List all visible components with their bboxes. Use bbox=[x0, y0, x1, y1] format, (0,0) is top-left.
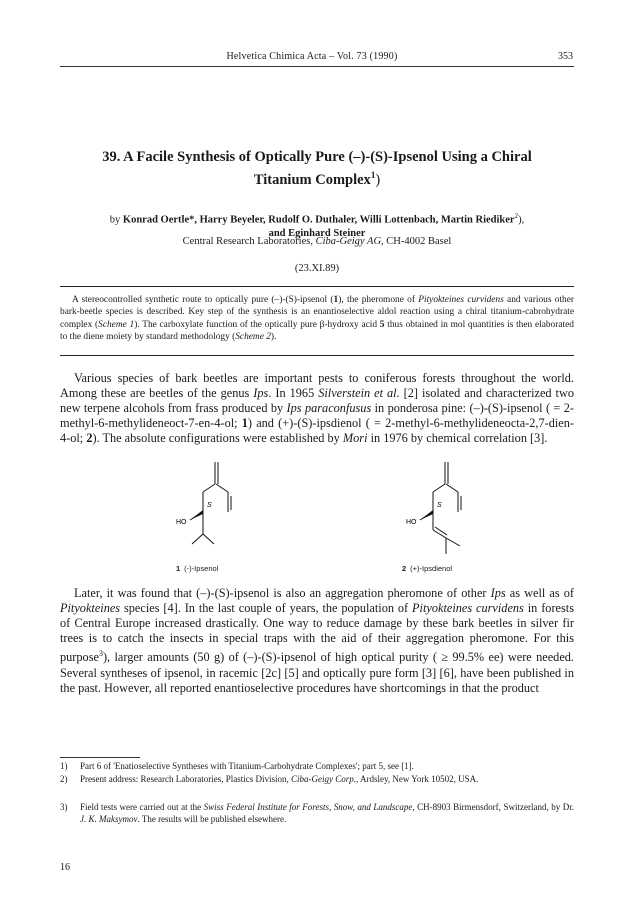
body-paragraph-2 bbox=[60, 586, 574, 696]
footnote-2-text bbox=[80, 774, 574, 786]
compound-2-name: (+)-Ipsdienol bbox=[410, 564, 453, 573]
abstract-text: ). bbox=[270, 332, 277, 343]
compound-2-number: 2 bbox=[402, 564, 407, 573]
footnote-3 bbox=[60, 802, 574, 825]
chemical-structures-figure bbox=[60, 458, 574, 578]
ipsdienol-hydroxyl-label: HO bbox=[406, 519, 417, 526]
affiliation bbox=[60, 236, 574, 247]
body-text: ). The absolute configurations were established by bbox=[92, 431, 343, 446]
abstract-text: thus obtained in mol quantities is then elaborated to the diene moiety by standard methodology ( bbox=[60, 319, 574, 343]
abstract-compound-ref: 1 bbox=[333, 295, 339, 305]
body-text: . In 1965 bbox=[268, 386, 319, 401]
affiliation-prefix: Central Research Laboratories, bbox=[182, 236, 313, 247]
footnote-1-text: Part 6 of 'Enatioselective Syntheses with Titanium-Carbohydrate Complexes'; part 5, see [1]. bbox=[80, 761, 414, 771]
abstract-scheme-ref: Scheme 2 bbox=[235, 332, 271, 343]
footnote-text: , CH-8903 Birmensdorf, Switzerland, by Dr. bbox=[412, 802, 574, 812]
abstract-compound-ref: 5 bbox=[379, 319, 385, 330]
body-text: in ponderosa pine: (–)-(S)-ipsenol ( = 2-methyl-6-methylideneoct-7-en-4-ol; bbox=[60, 401, 574, 431]
abstract-text: and various other bark-beetle species is described. Key step of the synthesis is an enantioselective aldol reaction using a chiral titanium-cabrohydrate complex ( bbox=[60, 295, 574, 330]
footnote-text: , Ardsley, New York 10502, USA. bbox=[355, 774, 479, 784]
affiliation-suffix: , CH-4002 Basel bbox=[381, 236, 452, 247]
abstract-text: ). The carboxylate function of the optically pure β-hydroxy acid bbox=[134, 319, 380, 330]
ipsdienol-wedge bbox=[420, 510, 433, 520]
compound-2-label bbox=[402, 564, 452, 573]
institute-name: Swiss Federal Institute for Forests, Snow, and Landscape bbox=[203, 802, 413, 812]
header-rule bbox=[60, 66, 574, 67]
title-line-2: Titanium Complex bbox=[253, 171, 371, 188]
abstract-text: A stereocontrolled synthetic route to optically pure (–)-(S)-ipsenol ( bbox=[72, 295, 334, 305]
body-paragraph-1 bbox=[60, 371, 574, 446]
footnote-2-mark: 2) bbox=[60, 774, 68, 784]
authors-line-1: Konrad Oertle*, Harry Beyeler, Rudolf O. Duthaler, Willi Lottenbach, Martin Riediker bbox=[122, 214, 515, 226]
footnote-text: Field tests were carried out at the bbox=[80, 802, 204, 812]
person-name: J. K. Maksymov bbox=[80, 813, 138, 824]
ipsenol-stereo-label: S bbox=[207, 502, 212, 509]
authors-prefix: by bbox=[109, 214, 121, 226]
footnote-3-mark: 3) bbox=[60, 802, 68, 812]
abstract-species: Pityokteines curvidens bbox=[418, 295, 504, 305]
abstract-text: ), the pheromone of bbox=[338, 295, 419, 305]
running-head: Helvetica Chimica Acta – Vol. 73 (1990) bbox=[226, 51, 398, 62]
abstract bbox=[60, 294, 574, 344]
ipsenol-hydroxyl-label: HO bbox=[176, 519, 187, 526]
page-number: 353 bbox=[558, 51, 573, 62]
company-name: Ciba-Geigy Corp. bbox=[290, 774, 356, 784]
body-text: Various species of bark beetles are important pests to coniferous forests throughout the world. Among these are beetles of the genus bbox=[60, 371, 574, 401]
received-date: (23.XI.89) bbox=[294, 263, 340, 274]
species-name: Pityokteines curvidens bbox=[412, 601, 524, 616]
body-text: Later, it was found that (–)-(S)-ipsenol is also an aggregation pheromone of other bbox=[74, 586, 491, 600]
footnote-1-mark: 1) bbox=[60, 761, 68, 771]
compound-1-label bbox=[176, 564, 218, 573]
footnote-1 bbox=[60, 761, 574, 773]
species-name: Ips paraconfusus bbox=[286, 401, 372, 416]
footnote-text: . The results will be published elsewhere. bbox=[137, 813, 287, 824]
body-text: as well as of bbox=[505, 586, 575, 600]
compound-ref: 2 bbox=[86, 431, 93, 446]
compound-ref: 1 bbox=[241, 416, 248, 431]
compound-1-name: (-)-Ipsenol bbox=[184, 564, 219, 573]
structure-drawings bbox=[60, 458, 574, 578]
abstract-scheme-ref: Scheme 1 bbox=[98, 319, 135, 330]
body-text: ), larger amounts (50 g) of (–)-(S)-ipsenol of high optical purity ( ≥ 99.5% ee) were needed. Several syntheses of ipsenol, in racemic [2c] [5] and optically pure form [3] [6], have been published in the past. However, all reported enantioselective procedures have shortcomings in that the product bbox=[60, 650, 574, 695]
article-title: 39. A Facile Synthesis of Optically Pure (–)-(S)-Ipsenol Using a Chiral Titanium Complex$^1$) bbox=[102, 149, 532, 188]
abstract-rule-bottom bbox=[60, 355, 574, 356]
abstract-rule-top bbox=[60, 286, 574, 287]
author-citation: Mori bbox=[342, 431, 368, 446]
footnote-3-text bbox=[80, 802, 574, 825]
author-list: by Konrad Oertle*, Harry Beyeler, Rudolf O. Duthaler, Willi Lottenbach, Martin Riediker$^2$), and Eginhard Steiner bbox=[109, 212, 525, 239]
body-text: [2] isolated and characterized two new terpene alcohols from frass produced by bbox=[60, 386, 574, 416]
genus-name: Ips bbox=[490, 586, 506, 600]
body-text: species [4]. In the last couple of years, the population of bbox=[120, 601, 413, 616]
ipsdienol-stereo-label: S bbox=[437, 502, 442, 509]
authors-line-2: and Eginhard Steiner bbox=[268, 227, 366, 239]
footnote-mark-3: 3 bbox=[98, 649, 103, 659]
compound-1-number: 1 bbox=[176, 564, 181, 573]
body-text: ) and (+)-(S)-ipsdienol ( = 2-methyl-6-methylideneocta-2,7-dien-4-ol; bbox=[60, 416, 574, 446]
title-line-1: 39. A Facile Synthesis of Optically Pure (–)-(S)-Ipsenol Using a Chiral bbox=[102, 149, 532, 165]
body-text: in forests of Central Europe increased drastically. One way to reduce damage by these bark beetles in silver fir trees is to catch the insects in special traps with the aid of their aggregation pheromone. For this purpose bbox=[60, 601, 574, 665]
genus-name: Ips bbox=[253, 386, 269, 401]
signature-mark: 16 bbox=[60, 862, 70, 873]
footnote-text: Present address: Research Laboratories, Plastics Division, bbox=[80, 774, 291, 784]
body-text: in 1976 by chemical correlation [3]. bbox=[367, 431, 548, 446]
footnote-rule bbox=[60, 757, 140, 758]
affiliation-company: Ciba-Geigy AG bbox=[315, 236, 382, 247]
genus-name: Pityokteines bbox=[60, 601, 121, 616]
author-citation: Silverstein et al. bbox=[318, 386, 400, 401]
authors-footnote-mark: 2 bbox=[514, 212, 519, 220]
footnote-2 bbox=[60, 774, 574, 786]
title-footnote-mark: 1 bbox=[370, 170, 376, 180]
